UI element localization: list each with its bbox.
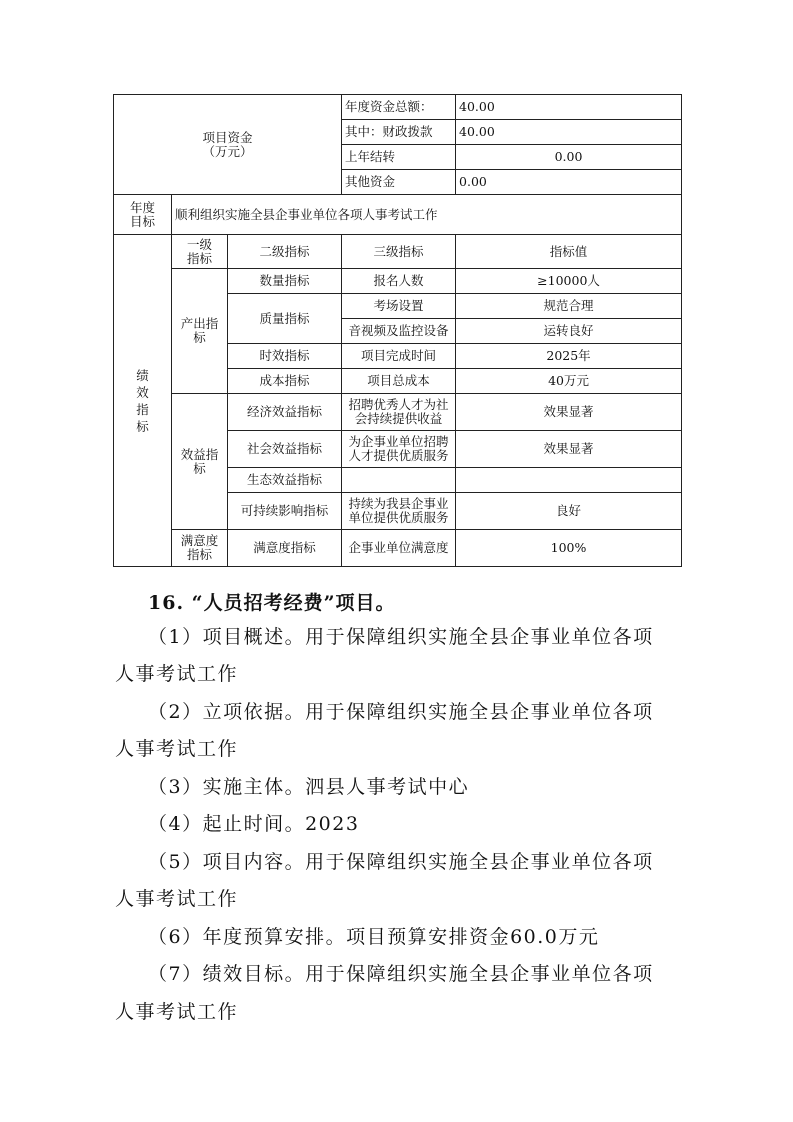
paragraph-line: 人事考试工作 bbox=[115, 1001, 239, 1023]
level2-indicator: 数量指标 bbox=[228, 269, 342, 294]
indicator-value bbox=[456, 468, 682, 493]
column-header: 二级指标 bbox=[228, 235, 342, 269]
paragraph-line: 人事考试工作 bbox=[115, 738, 239, 760]
funds-label: 其他资金 bbox=[342, 170, 456, 195]
funds-label: 年度资金总额： bbox=[342, 95, 456, 120]
annual-goal-label: 年度 目标 bbox=[114, 195, 172, 235]
indicator-value: 100% bbox=[456, 530, 682, 567]
level3-indicator bbox=[342, 468, 456, 493]
level3-indicator: 考场设置 bbox=[342, 294, 456, 319]
funds-value: 40.00 bbox=[456, 120, 682, 145]
performance-table bbox=[113, 94, 682, 567]
paragraph-line: （4）起止时间。2023 bbox=[148, 813, 360, 835]
level3-indicator: 项目总成本 bbox=[342, 369, 456, 394]
performance-label: 绩 效 指 标 bbox=[114, 235, 172, 567]
funds-label: 上年结转 bbox=[342, 145, 456, 170]
funds-value: 0.00 bbox=[456, 145, 682, 170]
funds-label: 其中：财政拨款 bbox=[342, 120, 456, 145]
indicator-value: 2025年 bbox=[456, 344, 682, 369]
level2-indicator: 经济效益指标 bbox=[228, 394, 342, 431]
level3-indicator: 招聘优秀人才为社 会持续提供收益 bbox=[342, 394, 456, 431]
level3-indicator: 持续为我县企事业 单位提供优质服务 bbox=[342, 493, 456, 530]
level2-indicator: 满意度指标 bbox=[228, 530, 342, 567]
funds-header: 项目资金 （万元） bbox=[114, 95, 342, 195]
paragraph-line: 人事考试工作 bbox=[115, 663, 239, 685]
column-header: 指标值 bbox=[456, 235, 682, 269]
level3-indicator: 音视频及监控设备 bbox=[342, 319, 456, 344]
level3-indicator: 企事业单位满意度 bbox=[342, 530, 456, 567]
level3-indicator: 报名人数 bbox=[342, 269, 456, 294]
paragraph-line: （2）立项依据。用于保障组织实施全县企事业单位各项 bbox=[148, 701, 654, 723]
satisfaction-indicator-label: 满意度 指标 bbox=[172, 530, 228, 567]
level2-indicator: 社会效益指标 bbox=[228, 431, 342, 468]
funds-value: 40.00 bbox=[456, 95, 682, 120]
indicator-value: 规范合理 bbox=[456, 294, 682, 319]
indicator-value: ≥10000人 bbox=[456, 269, 682, 294]
level2-indicator: 生态效益指标 bbox=[228, 468, 342, 493]
paragraph-line: （1）项目概述。用于保障组织实施全县企事业单位各项 bbox=[148, 626, 654, 648]
indicator-value: 良好 bbox=[456, 493, 682, 530]
level2-indicator: 质量指标 bbox=[228, 294, 342, 344]
output-indicator-label: 产出指 标 bbox=[172, 269, 228, 394]
paragraph-line: （6）年度预算安排。项目预算安排资金60.0万元 bbox=[148, 926, 600, 948]
level2-indicator: 可持续影响指标 bbox=[228, 493, 342, 530]
paragraph-line: （7）绩效目标。用于保障组织实施全县企事业单位各项 bbox=[148, 963, 654, 985]
level2-indicator: 时效指标 bbox=[228, 344, 342, 369]
level3-indicator: 项目完成时间 bbox=[342, 344, 456, 369]
indicator-value: 40万元 bbox=[456, 369, 682, 394]
funds-value: 0.00 bbox=[456, 170, 682, 195]
level2-indicator: 成本指标 bbox=[228, 369, 342, 394]
section-heading: 16. “人员招考经费”项目。 bbox=[148, 592, 396, 614]
column-header: 三级指标 bbox=[342, 235, 456, 269]
benefit-indicator-label: 效益指 标 bbox=[172, 394, 228, 530]
paragraph-line: 人事考试工作 bbox=[115, 888, 239, 910]
level3-indicator: 为企事业单位招聘 人才提供优质服务 bbox=[342, 431, 456, 468]
column-header: 一级 指标 bbox=[172, 235, 228, 269]
indicator-value: 运转良好 bbox=[456, 319, 682, 344]
indicator-value: 效果显著 bbox=[456, 394, 682, 431]
annual-goal-text: 顺利组织实施全县企事业单位各项人事考试工作 bbox=[172, 195, 682, 235]
paragraph-line: （5）项目内容。用于保障组织实施全县企事业单位各项 bbox=[148, 851, 654, 873]
paragraph-line: （3）实施主体。泗县人事考试中心 bbox=[148, 776, 470, 798]
indicator-value: 效果显著 bbox=[456, 431, 682, 468]
